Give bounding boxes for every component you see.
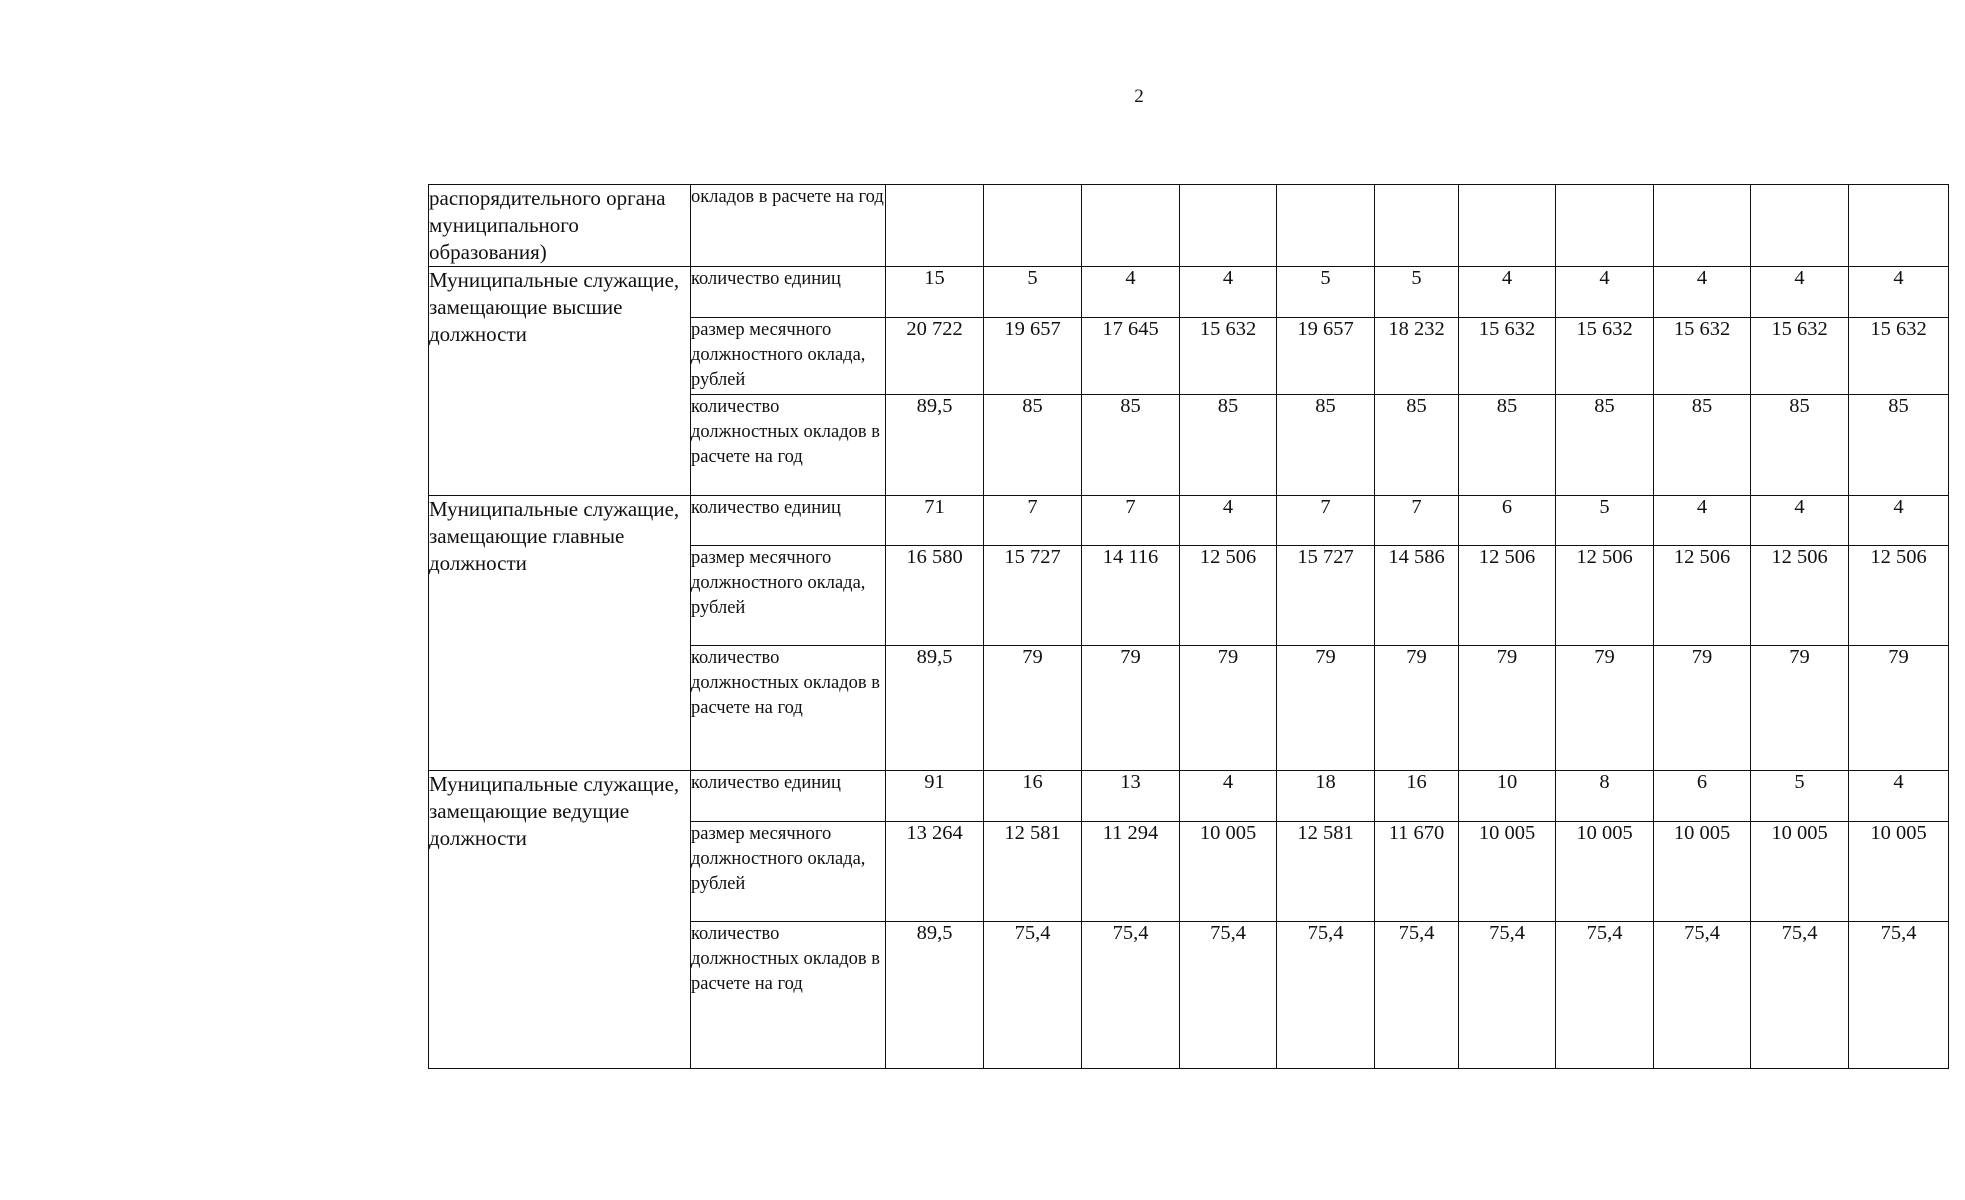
value-cell: 20 722 (886, 318, 984, 395)
value-cell: 5 (1277, 267, 1375, 318)
value-cell: 85 (984, 395, 1082, 496)
value-cell: 12 506 (1751, 546, 1849, 646)
value-cell: 75,4 (1459, 922, 1556, 1069)
value-cell: 89,5 (886, 395, 984, 496)
indicator-cell: размер месячного должностного оклада, рублей (691, 822, 886, 922)
table-row (429, 267, 1949, 318)
value-cell (886, 185, 984, 267)
value-cell: 17 645 (1082, 318, 1180, 395)
value-cell: 4 (1849, 771, 1949, 822)
value-cell (1082, 185, 1180, 267)
value-cell (984, 185, 1082, 267)
value-cell: 79 (1277, 646, 1375, 771)
value-cell (1375, 185, 1459, 267)
value-cell: 85 (1654, 395, 1751, 496)
value-cell: 5 (1375, 267, 1459, 318)
table-body (429, 185, 1949, 1069)
value-cell: 15 727 (984, 546, 1082, 646)
value-cell: 13 264 (886, 822, 984, 922)
value-cell: 15 (886, 267, 984, 318)
indicator-cell: количество должностных окладов в расчете на год (691, 395, 886, 496)
value-cell: 4 (1180, 496, 1277, 546)
table-row (429, 771, 1949, 822)
page-number: 2 (1134, 86, 1144, 107)
value-cell: 89,5 (886, 922, 984, 1069)
value-cell: 15 632 (1849, 318, 1949, 395)
value-cell: 10 005 (1459, 822, 1556, 922)
value-cell: 4 (1849, 267, 1949, 318)
category-cell: распорядительного органа муниципального образования) (429, 185, 691, 267)
value-cell: 75,4 (1556, 922, 1654, 1069)
value-cell: 14 586 (1375, 546, 1459, 646)
value-cell: 85 (1082, 395, 1180, 496)
value-cell: 75,4 (1751, 922, 1849, 1069)
value-cell: 18 (1277, 771, 1375, 822)
value-cell: 71 (886, 496, 984, 546)
value-cell: 91 (886, 771, 984, 822)
value-cell: 7 (1082, 496, 1180, 546)
value-cell (1654, 185, 1751, 267)
table-row (429, 496, 1949, 546)
value-cell: 7 (984, 496, 1082, 546)
indicator-cell: размер месячного должностного оклада, рублей (691, 546, 886, 646)
value-cell: 79 (1375, 646, 1459, 771)
value-cell: 75,4 (1082, 922, 1180, 1069)
indicator-cell: количество единиц (691, 496, 886, 546)
value-cell: 4 (1459, 267, 1556, 318)
value-cell: 75,4 (984, 922, 1082, 1069)
value-cell: 89,5 (886, 646, 984, 771)
indicator-cell: размер месячного должностного оклада, рублей (691, 318, 886, 395)
value-cell: 16 580 (886, 546, 984, 646)
value-cell: 4 (1654, 496, 1751, 546)
value-cell: 12 506 (1849, 546, 1949, 646)
value-cell: 85 (1277, 395, 1375, 496)
salary-table (428, 184, 1949, 1069)
value-cell: 79 (1459, 646, 1556, 771)
value-cell: 15 632 (1751, 318, 1849, 395)
value-cell: 15 632 (1654, 318, 1751, 395)
value-cell: 10 005 (1751, 822, 1849, 922)
value-cell: 85 (1849, 395, 1949, 496)
value-cell: 4 (1751, 496, 1849, 546)
value-cell: 85 (1556, 395, 1654, 496)
value-cell: 12 581 (1277, 822, 1375, 922)
value-cell (1277, 185, 1375, 267)
value-cell: 7 (1375, 496, 1459, 546)
value-cell: 13 (1082, 771, 1180, 822)
value-cell: 10 005 (1180, 822, 1277, 922)
value-cell: 7 (1277, 496, 1375, 546)
indicator-cell: количество должностных окладов в расчете на год (691, 922, 886, 1069)
value-cell: 10 005 (1654, 822, 1751, 922)
category-cell: Муниципальные служащие, замещающие ведущие должности (429, 771, 691, 1069)
value-cell: 19 657 (984, 318, 1082, 395)
value-cell: 12 506 (1654, 546, 1751, 646)
indicator-cell: количество единиц (691, 771, 886, 822)
value-cell: 79 (1180, 646, 1277, 771)
value-cell: 19 657 (1277, 318, 1375, 395)
category-cell: Муниципальные служащие, замещающие высшие должности (429, 267, 691, 496)
value-cell: 5 (984, 267, 1082, 318)
value-cell: 4 (1180, 267, 1277, 318)
value-cell: 15 632 (1556, 318, 1654, 395)
indicator-cell: количество должностных окладов в расчете на год (691, 646, 886, 771)
value-cell: 15 632 (1459, 318, 1556, 395)
value-cell: 85 (1180, 395, 1277, 496)
value-cell (1459, 185, 1556, 267)
value-cell: 6 (1459, 496, 1556, 546)
value-cell: 12 506 (1180, 546, 1277, 646)
value-cell: 16 (1375, 771, 1459, 822)
value-cell: 5 (1751, 771, 1849, 822)
value-cell: 75,4 (1654, 922, 1751, 1069)
value-cell: 18 232 (1375, 318, 1459, 395)
value-cell: 79 (984, 646, 1082, 771)
value-cell: 79 (1556, 646, 1654, 771)
value-cell: 15 727 (1277, 546, 1375, 646)
value-cell: 4 (1751, 267, 1849, 318)
value-cell: 4 (1082, 267, 1180, 318)
value-cell: 12 506 (1556, 546, 1654, 646)
value-cell: 12 506 (1459, 546, 1556, 646)
value-cell: 75,4 (1375, 922, 1459, 1069)
value-cell (1751, 185, 1849, 267)
value-cell: 11 294 (1082, 822, 1180, 922)
value-cell: 16 (984, 771, 1082, 822)
value-cell: 85 (1751, 395, 1849, 496)
value-cell: 5 (1556, 496, 1654, 546)
value-cell: 4 (1180, 771, 1277, 822)
value-cell: 4 (1849, 496, 1949, 546)
table-row (429, 185, 1949, 267)
value-cell: 75,4 (1180, 922, 1277, 1069)
value-cell: 10 (1459, 771, 1556, 822)
indicator-cell: окладов в расчете на год (691, 185, 886, 267)
value-cell (1849, 185, 1949, 267)
value-cell: 79 (1082, 646, 1180, 771)
value-cell: 10 005 (1849, 822, 1949, 922)
value-cell: 79 (1751, 646, 1849, 771)
value-cell: 8 (1556, 771, 1654, 822)
value-cell: 79 (1849, 646, 1949, 771)
value-cell: 85 (1459, 395, 1556, 496)
value-cell: 85 (1375, 395, 1459, 496)
category-cell: Муниципальные служащие, замещающие главные должности (429, 496, 691, 771)
value-cell: 11 670 (1375, 822, 1459, 922)
value-cell (1556, 185, 1654, 267)
value-cell: 75,4 (1849, 922, 1949, 1069)
value-cell: 4 (1556, 267, 1654, 318)
value-cell: 12 581 (984, 822, 1082, 922)
value-cell: 4 (1654, 267, 1751, 318)
value-cell: 6 (1654, 771, 1751, 822)
value-cell: 14 116 (1082, 546, 1180, 646)
value-cell: 10 005 (1556, 822, 1654, 922)
value-cell: 15 632 (1180, 318, 1277, 395)
value-cell (1180, 185, 1277, 267)
value-cell: 79 (1654, 646, 1751, 771)
value-cell: 75,4 (1277, 922, 1375, 1069)
indicator-cell: количество единиц (691, 267, 886, 318)
